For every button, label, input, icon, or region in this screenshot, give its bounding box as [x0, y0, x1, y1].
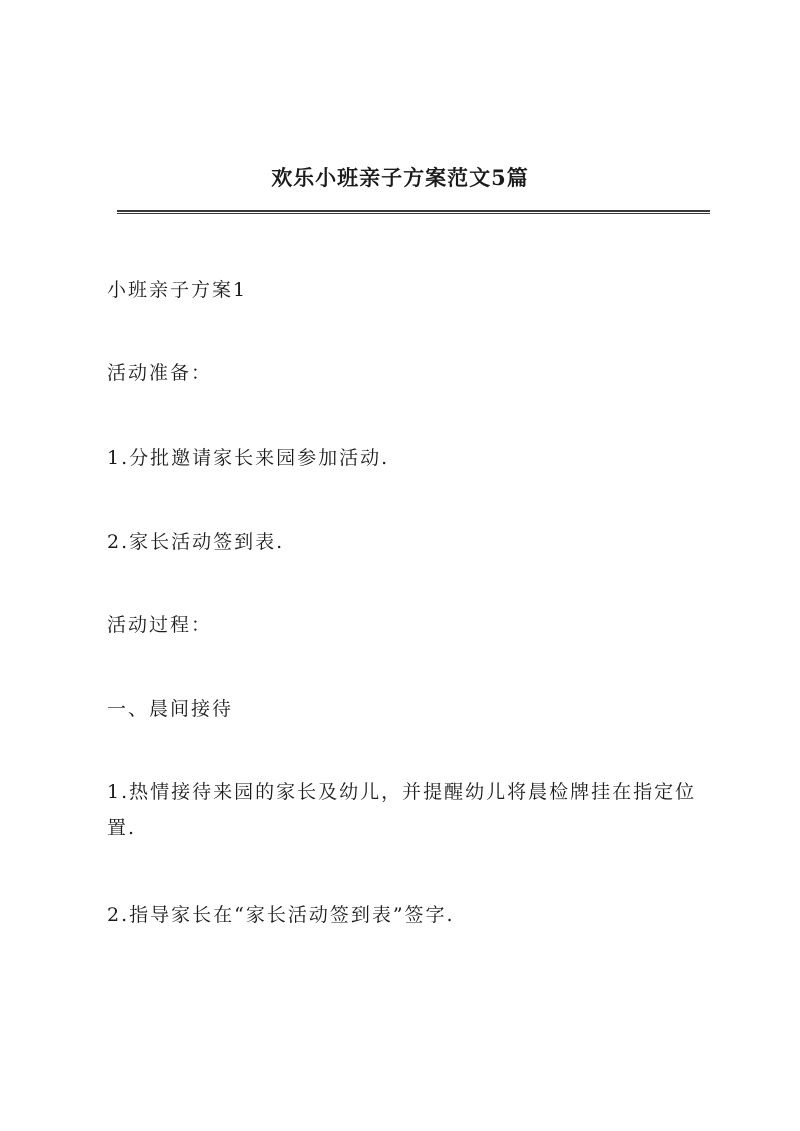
- list-item: 2.家长活动签到表.: [107, 531, 285, 553]
- subheading-preparation: 活动准备：: [107, 362, 213, 384]
- list-item: 2.指导家长在“家长活动签到表”签字.: [107, 904, 455, 926]
- step-heading: 一、晨间接待: [107, 698, 234, 720]
- subheading-process: 活动过程：: [107, 614, 213, 636]
- list-item: 1.分批邀请家长来园参加活动.: [107, 447, 390, 469]
- title-divider: [117, 210, 710, 214]
- document-title: 欢乐小班亲子方案范文5篇: [271, 165, 529, 190]
- section-heading: 小班亲子方案1: [107, 279, 248, 301]
- list-item: 1.热情接待来园的家长及幼儿，并提醒幼儿将晨检牌挂在指定位置.: [107, 781, 697, 839]
